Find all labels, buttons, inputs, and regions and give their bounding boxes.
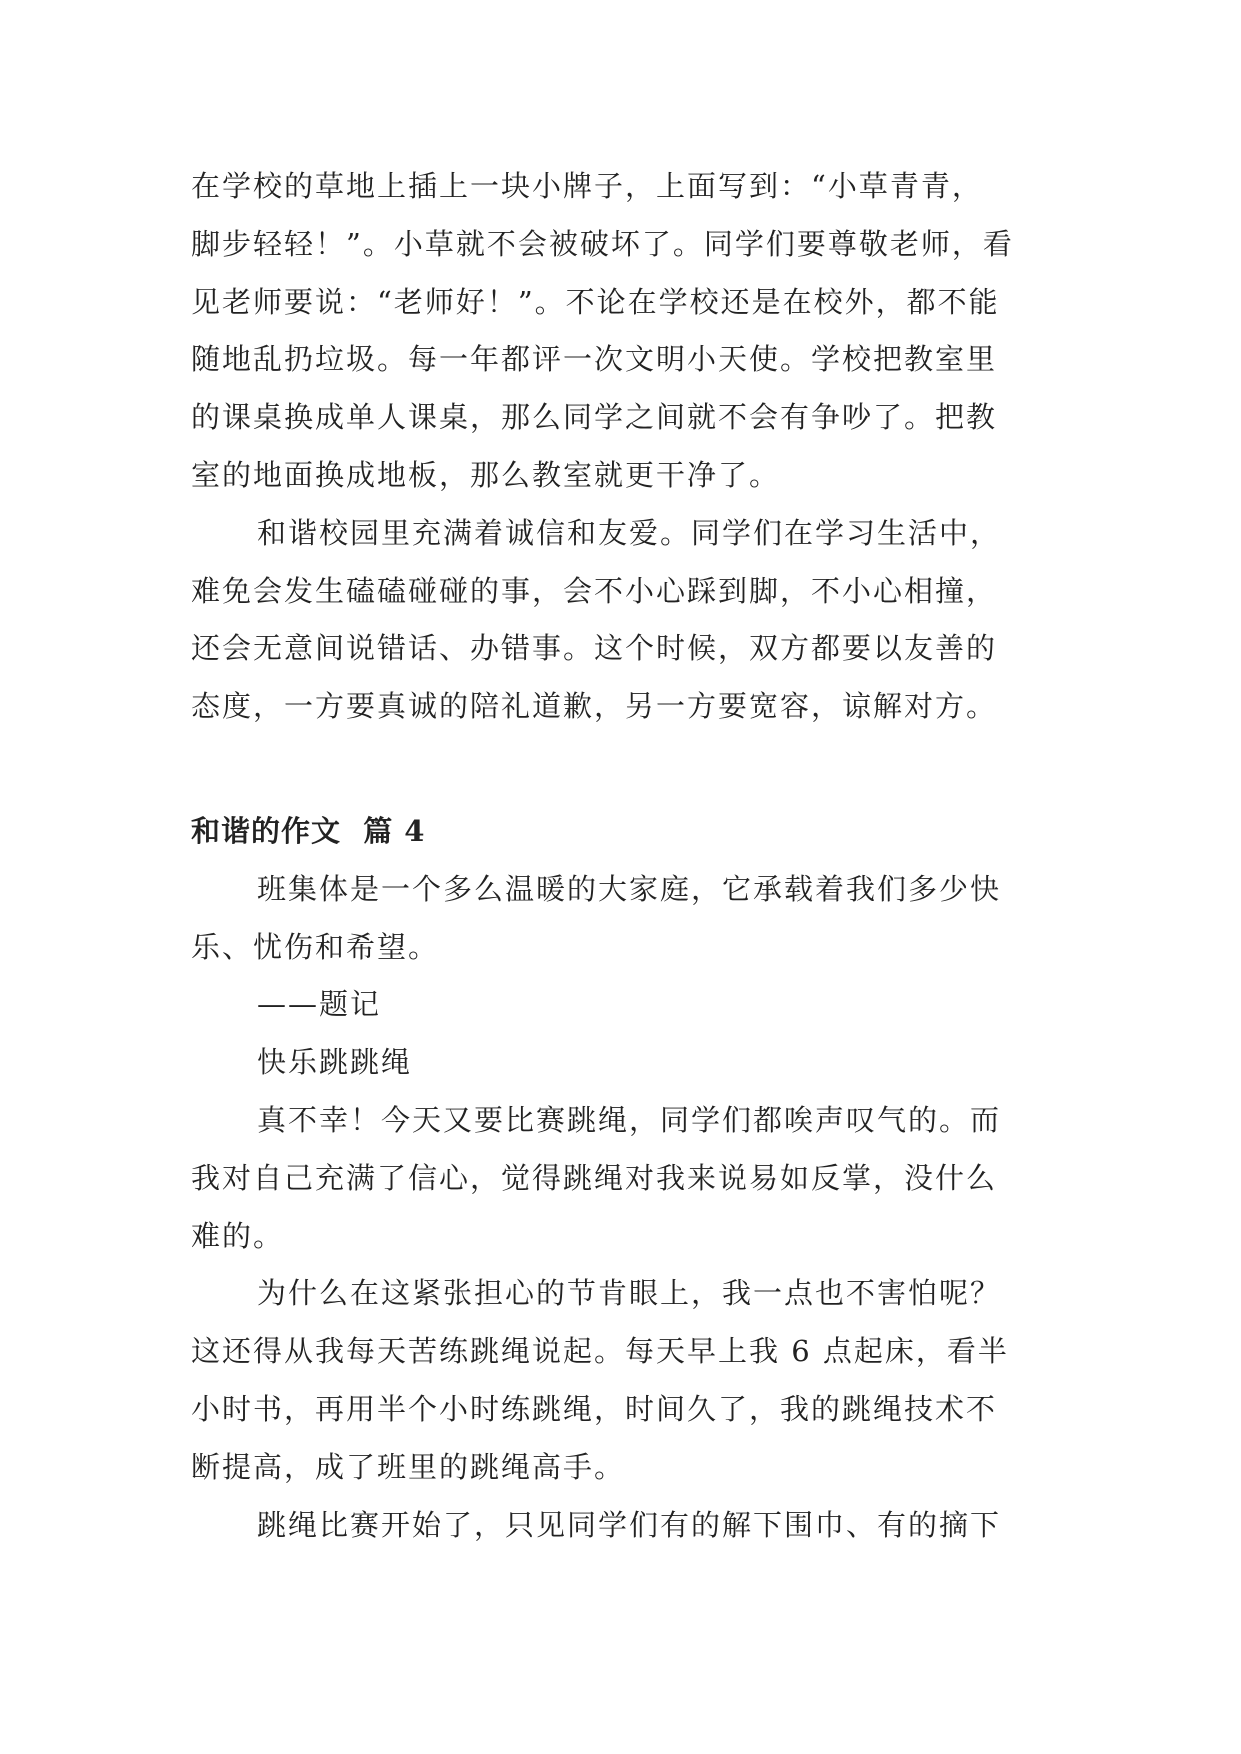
text-line: 班集体是一个多么温暖的大家庭，它承载着我们多少快 xyxy=(257,871,1002,906)
text-line: 乐、忧伤和希望。 xyxy=(191,929,440,964)
text-line: 真不幸！今天又要比赛跳绳，同学们都唉声叹气的。而 xyxy=(257,1102,1002,1137)
paragraph xyxy=(191,861,1071,977)
text-line: 脚步轻轻！”。小草就不会被破坏了。同学们要尊敬老师，看 xyxy=(191,226,1014,261)
text-line: 和谐校园里充满着诚信和友爱。同学们在学习生活中， xyxy=(257,515,1002,550)
paragraph xyxy=(191,1092,1071,1265)
text-line: 我对自己充满了信心，觉得跳绳对我来说易如反掌，没什么 xyxy=(191,1160,998,1195)
text-line: 见老师要说：“老师好！”。不论在学校还是在校外，都不能 xyxy=(191,284,1000,319)
text-line: 态度，一方要真诚的陪礼道歉，另一方要宽容，谅解对方。 xyxy=(191,689,998,724)
continued-section xyxy=(191,158,1071,736)
text-line: 还会无意间说错话、办错事。这个时候，双方都要以友善的 xyxy=(191,631,998,666)
paragraph xyxy=(191,1034,1071,1092)
text-line: 这还得从我每天苦练跳绳说起。每天早上我 6 点起床，看半 xyxy=(191,1334,1009,1369)
epigraph-attribution: ——题记 xyxy=(257,987,382,1022)
text-line: 断提高，成了班里的跳绳高手。 xyxy=(191,1449,626,1484)
paragraph xyxy=(191,1265,1071,1496)
text-line: 跳绳比赛开始了，只见同学们有的解下围巾、有的摘下 xyxy=(257,1507,1002,1542)
article-section xyxy=(191,803,1071,1554)
paragraph xyxy=(191,505,1071,736)
text-line: 室的地面换成地板，那么教室就更干净了。 xyxy=(191,457,781,492)
text-line: 随地乱扔垃圾。每一年都评一次文明小天使。学校把教室里 xyxy=(191,342,998,377)
text-line: 小时书，再用半个小时练跳绳，时间久了，我的跳绳技术不 xyxy=(191,1391,998,1426)
paragraph xyxy=(191,158,1071,505)
text-line: 的课桌换成单人课桌，那么同学之间就不会有争吵了。把教 xyxy=(191,400,998,435)
text-line: 难的。 xyxy=(191,1218,285,1253)
article-heading: 和谐的作文 篇 4 xyxy=(191,814,426,848)
text-line: 为什么在这紧张担心的节肯眼上，我一点也不害怕呢？ xyxy=(257,1276,1002,1311)
paragraph xyxy=(191,1497,1071,1555)
text-line: 在学校的草地上插上一块小牌子，上面写到：“小草青青， xyxy=(191,169,983,203)
text-line: 难免会发生磕磕碰碰的事，会不小心踩到脚，不小心相撞， xyxy=(191,573,998,608)
subtitle: 快乐跳跳绳 xyxy=(257,1045,413,1080)
paragraph xyxy=(191,976,1071,1034)
